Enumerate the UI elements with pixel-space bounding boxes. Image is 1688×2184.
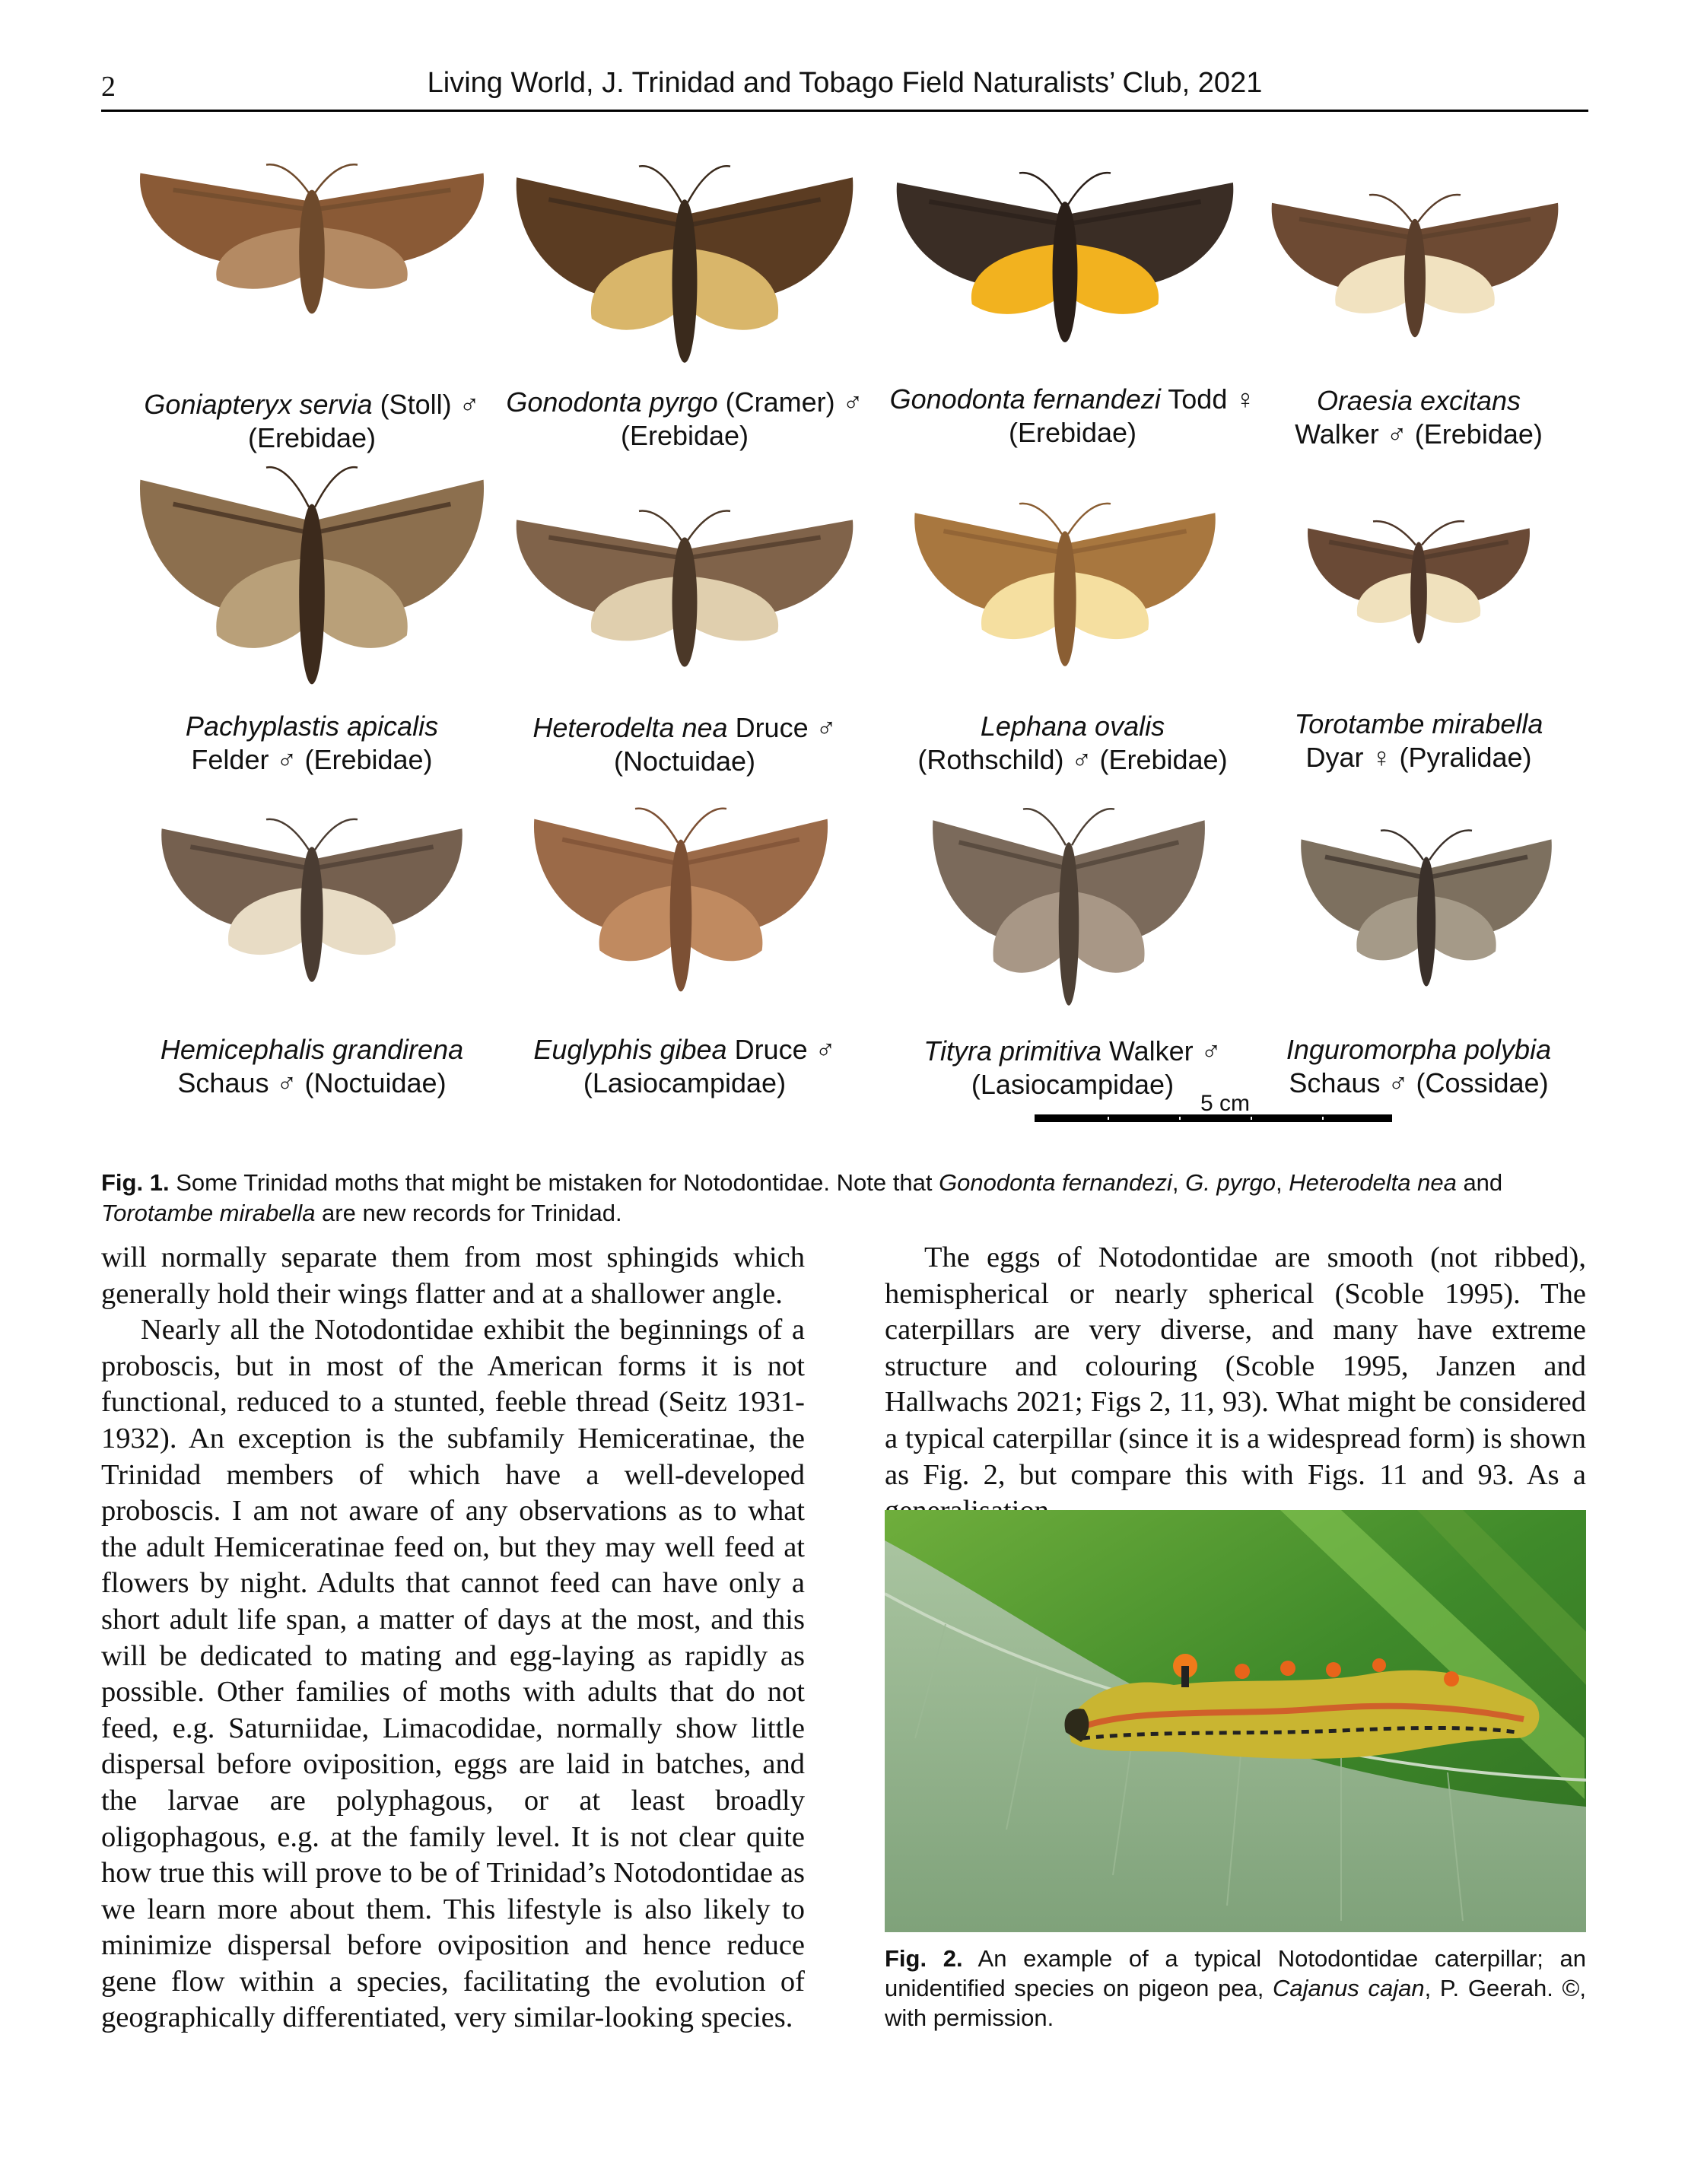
moth-image bbox=[525, 803, 837, 1008]
running-head bbox=[101, 67, 1588, 112]
moth-caption: Oraesia excitans Walker ♂ (Erebidae) bbox=[1295, 385, 1543, 450]
journal-title: Living World, J. Trinidad and Tobago Field Naturalists’ Club, 2021 bbox=[427, 67, 1263, 99]
moth-image bbox=[924, 803, 1213, 1023]
moth-caption: Gonodonta fernandezi Todd ♀ (Erebidae) bbox=[889, 383, 1256, 448]
moth-caption: Euglyphis gibea Druce ♂ (Lasiocampidae) bbox=[533, 1034, 836, 1098]
moth-caption: Tityra primitiva Walker ♂ (Lasiocampidae) bbox=[923, 1035, 1222, 1100]
body-paragraph: The eggs of Notodontidae are smooth (not ribbed), hemispherical or nearly spherical (Scoble 1995). The caterpillars are very diverse, and many have extreme structure and colouring (Scoble 1995, Janzen and Hallwachs 2021; Figs 2, 11, 93). What might be considered a typical caterpillar (since it is a widespread form) is shown as Fig. 2, but compare this with Figs. 11 and 93. As a bbox=[885, 1241, 1586, 1491]
moth-image bbox=[506, 506, 863, 681]
moth-image bbox=[886, 167, 1244, 358]
body-paragraph: Nearly all the Notodontidae exhibit the beginnings of a proboscis, but in most of the American forms it is not functional, reduced to a stunted, feeble thread (Seitz 1931-1932). An exception is the subfamily Hemiceratinae, the Trinidad members of which have a well-developed proboscis. I am not aware of any observations as to what the adult Hemiceratinae feed on, but they may well feed at flowers by night. Adults that cannot feed can have only a short adult life span, a matter of days at the most, and this will be dedicated to mating and egg-laying as rapidly as possible. Other families of moths with adults that do not feed, e.g. Saturniidae, Limacodidae, normally show little dispersal before oviposition, eggs are laid in batches, and the larvae are polyphagous, or at least broadly oligophagous, e.g. at the family level. It is not clear quite how true this will prove to be of Trinidad’s Notodontidae as we learn more about them. This lifestyle is also likely to minimize dispersal before oviposition and hence reduce gene flow within a species, facilitating the evolution of geographically differentiated, very similar-looking species. bbox=[101, 1314, 805, 2034]
moth-caption: Gonodonta pyrgo (Cramer) ♂ (Erebidae) bbox=[506, 386, 863, 451]
body-paragraph: will normally separate them from most sphingids which generally hold their wings flatter and at a shallower angle. bbox=[101, 1241, 805, 1310]
moth-image bbox=[1301, 517, 1537, 654]
figure-2-caterpillar-photo bbox=[885, 1510, 1586, 1932]
figure-2-caption: Fig. 2. An example of a typical Notodontidae caterpillar; an unidentified species on pigeon pea, Cajanus cajan, P. Geerah. ©, with permission. bbox=[885, 1945, 1587, 2031]
moth-image bbox=[1293, 825, 1559, 1000]
moth-image bbox=[129, 460, 494, 704]
moth-image bbox=[1263, 190, 1567, 350]
moth-image bbox=[129, 160, 494, 327]
left-column bbox=[101, 1240, 805, 2036]
moth-image bbox=[152, 814, 472, 997]
moth-caption: Hemicephalis grandirena Schaus ♂ (Noctuidae) bbox=[160, 1034, 464, 1098]
moth-image bbox=[905, 498, 1225, 681]
moth-caption: Inguromorpha polybia Schaus ♂ (Cossidae) bbox=[1286, 1034, 1552, 1098]
right-column bbox=[885, 1240, 1586, 1530]
moth-caption: Torotambe mirabella Dyar ♀ (Pyralidae) bbox=[1294, 708, 1543, 773]
page-number: 2 bbox=[101, 71, 116, 103]
moth-image bbox=[506, 160, 863, 380]
moth-caption: Lephana ovalis (Rothschild) ♂ (Erebidae) bbox=[917, 711, 1228, 775]
moth-caption: Goniapteryx servia (Stoll) ♂ (Erebidae) bbox=[144, 389, 480, 453]
moth-caption: Heterodelta nea Druce ♂ (Noctuidae) bbox=[532, 712, 837, 777]
moth-caption: Pachyplastis apicalis Felder ♂ (Erebidae) bbox=[185, 711, 439, 775]
figure-1-caption: Fig. 1. Some Trinidad moths that might be mistaken for Notodontidae. Note that Gonodonta fernandezi, G. pyrgo, Heterodelta nea and Torotambe mirabella are new records for Trinidad. bbox=[101, 1169, 1503, 1226]
scale-bar-label: 5 cm bbox=[1200, 1091, 1251, 1116]
